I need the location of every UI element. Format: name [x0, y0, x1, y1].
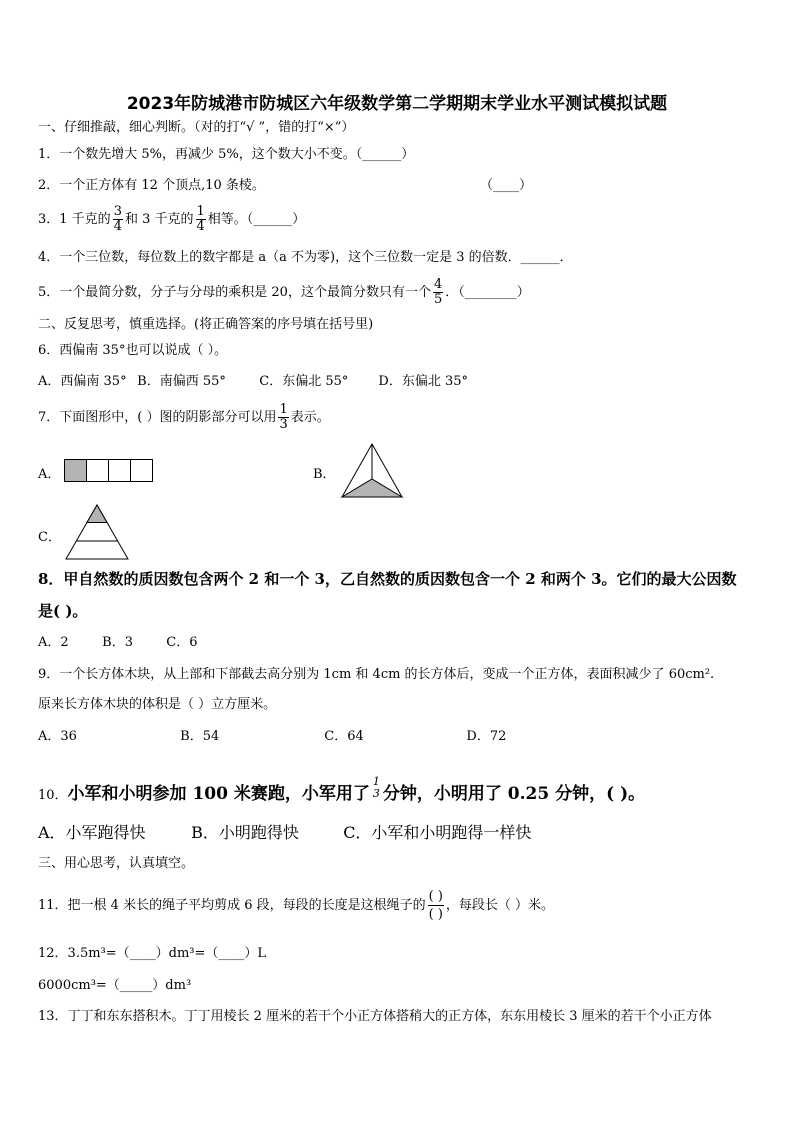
fraction-denominator: 5 [433, 292, 443, 307]
question-10-number: 10． [38, 788, 68, 803]
fraction-blank [428, 888, 444, 923]
question-10-text-b: 分钟，小明用了 0.25 分钟，( )。 [382, 784, 646, 804]
question-12-line2: 6000cm³=（_____）dm³ [38, 978, 192, 993]
question-13: 13．丁丁和东东搭积木。丁丁用棱长 2 厘米的若干个小正方体搭稍大的正方体，东东用棱长 3 厘米的若干个小正方体 [38, 1009, 712, 1024]
fraction-denominator: 3 [372, 787, 380, 800]
figure-c-pyramid [64, 504, 130, 560]
shaded-cell [65, 460, 87, 482]
question-11-text-b: ，每段长（ ）米。 [445, 898, 555, 913]
fraction-denominator: 3 [279, 417, 288, 432]
figure-c-label: C． [38, 530, 61, 545]
question-3 [38, 205, 305, 235]
option-c: C．小军和小明跑得一样快 [343, 823, 532, 842]
empty-cell [109, 460, 131, 482]
page-title: 2023年防城港市防城区六年级数学第二学期期末学业水平测试模拟试题 [126, 94, 668, 114]
section1-heading: 一、仔细推敲，细心判断。（对的打“√ ”，错的打“×”） [38, 120, 355, 135]
question-9-line1: 9．一个长方体木块，从上部和下部截去高分别为 1cm 和 4cm 的长方体后，变成一个正方体，表面积减少了 60cm². [38, 667, 715, 682]
question-3-text-a: 3．1 千克的 [38, 212, 111, 227]
option-c: C．东偏北 55° [259, 374, 349, 389]
section2-heading: 二、反复思考，慎重选择。(将正确答案的序号填在括号里) [38, 317, 374, 332]
question-4: 4．一个三位数，每位数上的数字都是 a（a 不为零)，这个三位数一定是 3 的倍数．______． [38, 250, 573, 265]
question-3-text-c: 相等。（______） [207, 212, 306, 227]
question-12-line1: 12．3.5m³=（____）dm³=（____）L [38, 946, 267, 961]
option-b: B．54 [180, 729, 220, 744]
option-c: C．6 [166, 635, 198, 650]
figure-b-label: B． [313, 467, 336, 482]
fraction-numerator: 1 [372, 775, 380, 788]
question-8-options [38, 634, 198, 652]
fraction-denominator: 4 [196, 219, 205, 234]
empty-cell [87, 460, 109, 482]
option-d: D．72 [466, 729, 507, 744]
option-d: D．东偏北 35° [378, 374, 469, 389]
fraction-numerator: 1 [279, 402, 288, 417]
question-11 [38, 886, 554, 926]
fraction-1-3 [278, 403, 288, 432]
option-c: C．64 [324, 729, 364, 744]
fraction-4-5 [433, 278, 443, 307]
question-10 [38, 776, 645, 814]
question-8-line1: 8．甲自然数的质因数包含两个 2 和一个 3，乙自然数的质因数包含一个 2 和两个 3。它们的最大公因数 [38, 570, 737, 588]
question-6: 6．西偏南 35°也可以说成（ ）。 [38, 343, 228, 358]
fraction-denominator: 4 [113, 219, 122, 234]
shaded-top [87, 505, 107, 523]
option-a: A．2 [38, 635, 69, 650]
figure-a-label: A． [38, 467, 61, 482]
empty-cell [131, 460, 153, 482]
fraction-3-4 [113, 205, 123, 234]
question-2-paren: （____） [480, 178, 533, 193]
fraction-denominator: ( ) [428, 907, 443, 922]
question-7-text-b: 表示。 [290, 410, 330, 425]
figure-b-triangle [340, 443, 404, 499]
question-2 [38, 177, 533, 195]
question-10-options [38, 824, 531, 842]
figure-a-strip [64, 459, 154, 483]
option-a: A．西偏南 35° [38, 374, 127, 389]
question-6-options [38, 373, 468, 391]
option-b: B．南偏西 55° [137, 374, 226, 389]
fraction-numerator: 3 [113, 204, 122, 219]
question-10-text-a: 小军和小明参加 100 米赛跑，小军用了 [67, 784, 370, 804]
fraction-1-3 [372, 776, 381, 800]
question-9-line2: 原来长方体木块的体积是（ ）立方厘米。 [38, 697, 277, 712]
fraction-1-4 [196, 205, 206, 234]
question-3-text-b: 和 3 千克的 [124, 212, 194, 227]
question-5 [38, 278, 530, 308]
fraction-numerator: 1 [196, 204, 205, 219]
question-11-text-a: 11．把一根 4 米长的绳子平均剪成 6 段，每段的长度是这根绳子的 [38, 898, 426, 913]
fraction-numerator: ( ) [428, 889, 443, 904]
option-a: A．36 [38, 729, 77, 744]
section3-heading: 三、用心思考，认真填空。 [38, 856, 195, 871]
question-9-options [38, 728, 506, 746]
option-a: A．小军跑得快 [38, 823, 146, 842]
question-8-line2: 是( )。 [38, 602, 88, 620]
question-5-text-a: 5．一个最简分数，分子与分母的乘积是 20，这个最简分数只有一个 [38, 285, 431, 300]
question-2-text: 2．一个正方体有 12 个顶点,10 条棱。 [38, 178, 265, 193]
question-7 [38, 403, 330, 433]
option-b: B．3 [102, 635, 133, 650]
question-1: 1．一个数先增大 5%，再减少 5%，这个数大小不变。（______） [38, 147, 415, 162]
question-5-text-b: ．（________） [445, 285, 530, 300]
option-b: B．小明跑得快 [191, 823, 299, 842]
fraction-numerator: 4 [433, 277, 443, 292]
question-7-text-a: 7．下面图形中，( ）图的阴影部分可以用 [38, 410, 277, 425]
